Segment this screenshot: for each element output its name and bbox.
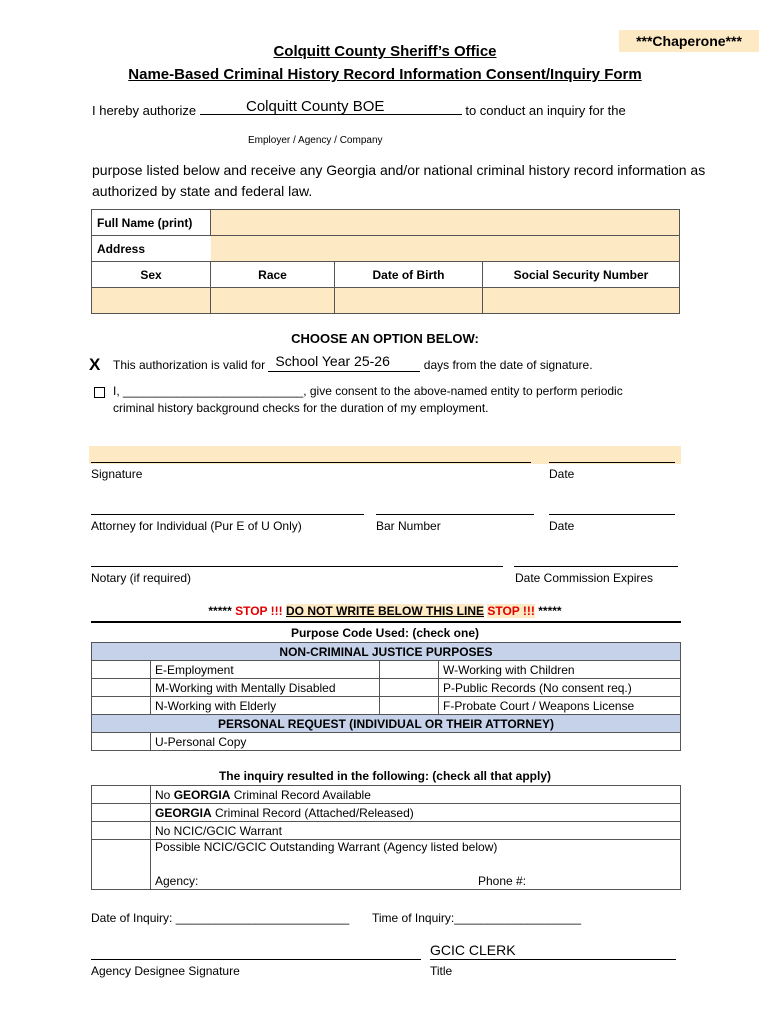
notary-line[interactable] (91, 566, 503, 567)
result-1-bold: GEORGIA (173, 787, 231, 802)
result-check-2[interactable] (92, 804, 151, 822)
purpose-check-e[interactable] (92, 661, 151, 679)
signature-label: Signature (91, 467, 143, 481)
race-field[interactable] (211, 288, 335, 314)
bar-number-label: Bar Number (376, 519, 441, 533)
option2-checkbox[interactable] (94, 385, 105, 399)
option2-line1: I, ___________________________, give consent to the above-named entity to perform periodic (113, 384, 623, 398)
form-title: Name-Based Criminal History Record Information Consent/Inquiry Form (128, 66, 642, 83)
attorney-date-label: Date (549, 519, 575, 533)
title-label: Title (430, 964, 453, 978)
signature-date-label: Date (549, 467, 575, 481)
option1-text (113, 353, 593, 372)
result-1-rest: Criminal Record Available (233, 787, 371, 802)
attorney-date-line[interactable] (549, 514, 675, 515)
employer-value: Colquitt County BOE (246, 98, 385, 115)
purpose-paragraph: purpose listed below and receive any Georgia and/or national criminal history record information as authorized by state and federal law. (92, 162, 706, 199)
option1-checkbox[interactable]: X (89, 355, 101, 374)
stop-left: STOP !!! (235, 604, 283, 618)
option2-line2: criminal history background checks for the duration of my employment. (113, 401, 489, 415)
personal-header: PERSONAL REQUEST (INDIVIDUAL OR THEIR ATTORNEY) (92, 715, 681, 733)
employer-caption: Employer / Agency / Company (248, 135, 383, 146)
full-name-field[interactable] (211, 210, 680, 236)
results-table (91, 785, 681, 890)
title-line[interactable] (430, 959, 676, 960)
ssn-field[interactable] (483, 288, 680, 314)
col-sex: Sex (92, 262, 211, 288)
stop-stars-right: ***** (538, 604, 562, 618)
address-label: Address (92, 236, 211, 262)
authorize-prefix: I hereby authorize (92, 103, 197, 118)
purpose-u: U-Personal Copy (151, 733, 681, 751)
dob-field[interactable] (335, 288, 483, 314)
purpose-w: W-Working with Children (439, 661, 681, 679)
col-race: Race (211, 262, 335, 288)
agency-label: Agency: (155, 874, 199, 888)
result-1-prefix: No (155, 787, 171, 802)
bar-number-line[interactable] (376, 514, 534, 515)
date-of-inquiry[interactable]: Date of Inquiry: __________________________ (91, 911, 350, 925)
do-not-write: DO NOT WRITE BELOW THIS LINE (286, 604, 484, 618)
authorize-suffix: to conduct an inquiry for the (465, 103, 626, 118)
designee-line[interactable] (91, 959, 421, 960)
purpose-check-p[interactable] (380, 679, 439, 697)
results-heading: The inquiry resulted in the following: (check all that apply) (218, 769, 552, 783)
result-1 (151, 786, 681, 804)
result-check-4[interactable] (92, 840, 151, 890)
purpose-check-n[interactable] (92, 697, 151, 715)
commission-label: Date Commission Expires (515, 571, 654, 585)
purpose-check-u[interactable] (92, 733, 151, 751)
result-check-1[interactable] (92, 786, 151, 804)
signature-date-line[interactable] (549, 462, 675, 463)
purpose-m: M-Working with Mentally Disabled (151, 679, 380, 697)
time-of-inquiry[interactable]: Time of Inquiry:___________________ (372, 911, 582, 925)
purpose-n: N-Working with Elderly (151, 697, 380, 715)
stop-stars-left: ***** (208, 604, 232, 618)
result-2-bold: GEORGIA (155, 805, 212, 820)
office-title: Colquitt County Sheriff’s Office (273, 43, 497, 60)
option1-suffix: days from the date of signature. (423, 358, 593, 372)
gcic-clerk: GCIC CLERK (430, 942, 516, 958)
purpose-e: E-Employment (151, 661, 380, 679)
purpose-table (91, 642, 681, 751)
option1-days-field[interactable] (268, 353, 420, 372)
result-4-text: Possible NCIC/GCIC Outstanding Warrant (Agency listed below) (155, 840, 498, 854)
signature-line[interactable] (91, 462, 531, 463)
noncriminal-header: NON-CRIMINAL JUSTICE PURPOSES (92, 643, 681, 661)
person-info-table (91, 209, 680, 314)
attorney-line[interactable] (91, 514, 364, 515)
purpose-p: P-Public Records (No consent req.) (439, 679, 681, 697)
chaperone-label: ***Chaperone*** (619, 30, 759, 52)
purpose-heading: Purpose Code Used: (check one) (290, 626, 480, 640)
stop-line (0, 604, 770, 618)
result-check-3[interactable] (92, 822, 151, 840)
attorney-label: Attorney for Individual (Pur E of U Only) (91, 519, 302, 533)
stop-divider (91, 621, 681, 623)
col-ssn: Social Security Number (483, 262, 680, 288)
full-name-label: Full Name (print) (92, 210, 211, 236)
result-3: No NCIC/GCIC Warrant (151, 822, 681, 840)
option1-value: School Year 25-26 (275, 353, 390, 369)
sex-field[interactable] (92, 288, 211, 314)
notary-label: Notary (if required) (91, 571, 192, 585)
purpose-f: F-Probate Court / Weapons License (439, 697, 681, 715)
option1-prefix: This authorization is valid for (113, 358, 266, 372)
purpose-check-w[interactable] (380, 661, 439, 679)
result-2 (151, 804, 681, 822)
commission-line[interactable] (514, 566, 678, 567)
stop-right: STOP !!! (487, 604, 535, 618)
address-field[interactable] (211, 236, 680, 262)
purpose-check-f[interactable] (380, 697, 439, 715)
options-heading: CHOOSE AN OPTION BELOW: (291, 331, 479, 346)
result-4 (151, 840, 681, 890)
purpose-check-m[interactable] (92, 679, 151, 697)
col-dob: Date of Birth (335, 262, 483, 288)
phone-label: Phone #: (478, 874, 527, 888)
designee-label: Agency Designee Signature (91, 964, 240, 978)
result-2-rest: Criminal Record (Attached/Released) (215, 805, 414, 820)
